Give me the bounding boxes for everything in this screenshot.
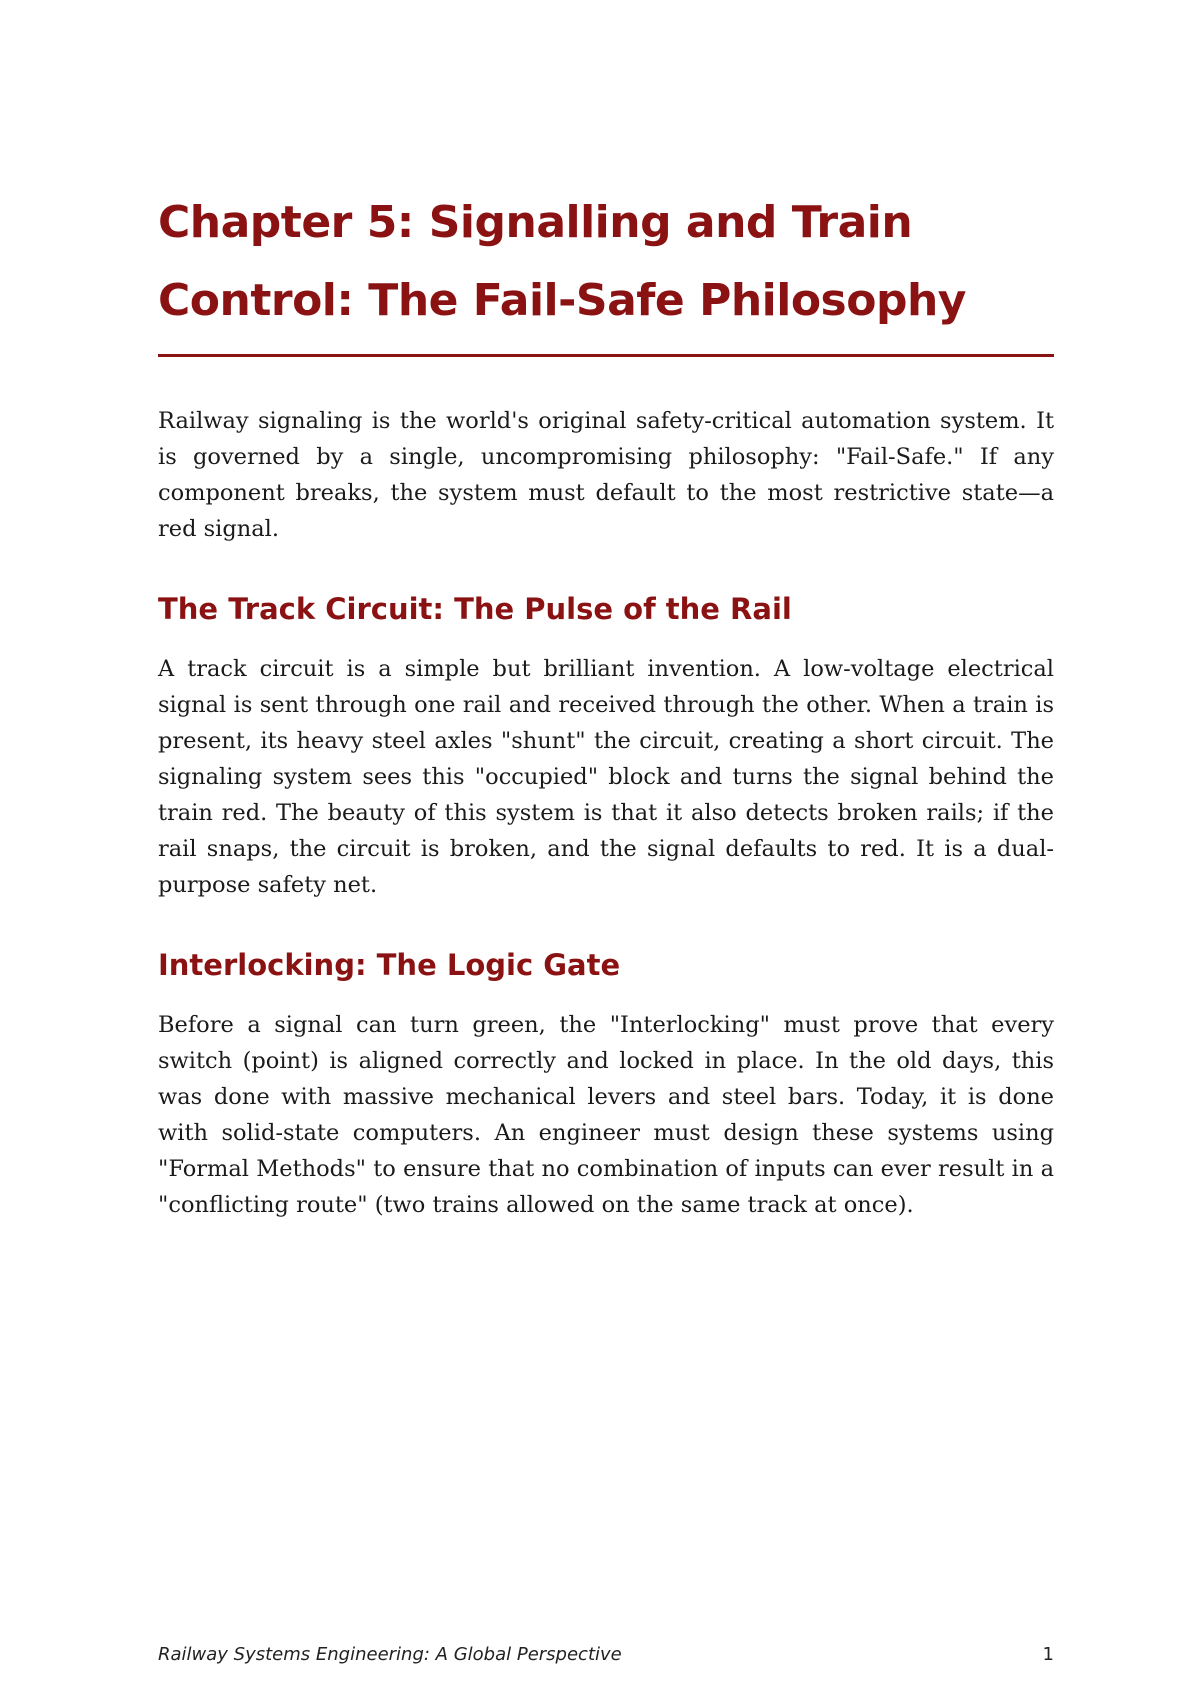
page-content [158,184,1054,1223]
section-body-interlocking: Before a signal can turn green, the "Interlocking" must prove that every switch (point) is aligned correctly and locked in place. In the old days, this was done with massive mechanical levers and steel bars. Today, it is done with solid-state computers. An engineer must design these systems using "Formal Methods" to ensure that no combination of inputs can ever result in a "conflicting route" (two trains allowed on the same track at once). [158,1012,1054,1218]
section-body-track-circuit: A track circuit is a simple but brilliant invention. A low-voltage electrical signal is sent through one rail and received through the other. When a train is present, its heavy steel axles "shunt" the circuit, creating a short circuit. The signaling system sees this "occupied" block and turns the signal behind the train red. The beauty of this system is that it also detects broken rails; if the rail snaps, the circuit is broken, and the signal defaults to red. It is a dual-purpose safety net. [158,656,1054,898]
footer-book-title: Railway Systems Engineering: A Global Perspective [158,1644,622,1665]
title-divider [158,354,1054,357]
chapter-title: Chapter 5: Signalling and Train Control: The Fail-Safe Philosophy [158,197,966,326]
footer-page-number: 1 [1042,1644,1054,1665]
section-heading-track-circuit: The Track Circuit: The Pulse of the Rail [158,592,792,626]
section-heading-interlocking: Interlocking: The Logic Gate [158,948,621,982]
intro-paragraph: Railway signaling is the world's original safety-critical automation system. It is governed by a single, uncompromising philosophy: "Fail-Safe." If any component breaks, the system must default to the most restrictive state—a red signal. [158,408,1054,542]
